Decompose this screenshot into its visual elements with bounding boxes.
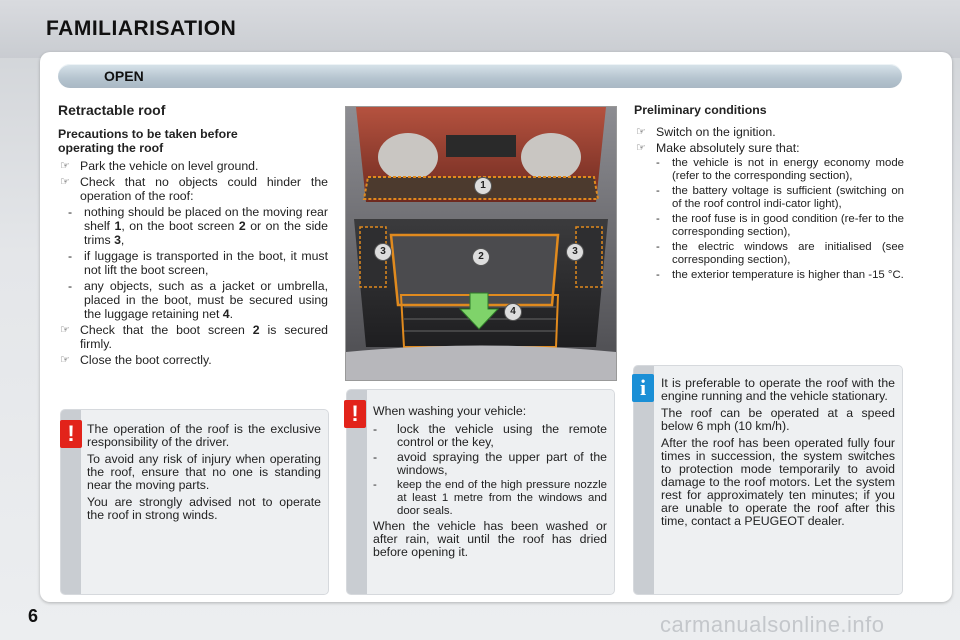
sub-item (634, 241, 904, 267)
bullet-text: Park the vehicle on level ground. (80, 159, 259, 173)
note-paragraph: It is preferable to operate the roof with the engine running and the vehicle stationary. (661, 376, 895, 403)
dash-marker: - (68, 205, 73, 219)
sub-text: nothing should be placed on the moving rear shelf (84, 205, 328, 233)
sub-text: the electric windows are initialised (see corresponding section), (672, 241, 904, 266)
dash-marker: - (656, 157, 660, 169)
page-number: 6 (28, 606, 39, 626)
dash-marker: - (656, 269, 660, 281)
bullet-item (634, 125, 904, 139)
sub-text: keep the end of the high pressure nozzle at least 1 metre from the windows and door seals. (397, 479, 607, 517)
bullet-item (58, 175, 328, 203)
sub-text: the exterior temperature is higher than -15 °C. (672, 269, 904, 281)
precautions-heading (58, 127, 328, 155)
dash-marker: - (656, 185, 660, 197)
bullet-text: Switch on the ignition. (656, 125, 776, 139)
sub-text: the roof fuse is in good condition (re-fer to the corresponding section), (672, 213, 904, 238)
dash-marker: - (656, 241, 660, 253)
pointing-hand-icon: ☞ (60, 160, 70, 172)
note-paragraph: The operation of the roof is the exclusive responsibility of the driver. (87, 422, 321, 449)
sub-item (373, 423, 607, 449)
sub-text: or on the side trims (84, 219, 328, 247)
section-bar (58, 64, 902, 88)
precautions-heading-line1: Precautions to be taken before (58, 127, 238, 141)
right-column (634, 103, 904, 284)
left-column (58, 103, 328, 369)
sub-text: any objects, such as a jacket or umbrella, placed in the boot, must be secured using the luggage retaining net (84, 279, 328, 321)
sub-text: the vehicle is not in energy economy mode (refer to the corresponding section), (672, 157, 904, 182)
info-note-text (661, 377, 895, 532)
pointing-hand-icon: ☞ (636, 142, 646, 154)
ref-number: 2 (238, 219, 246, 233)
callout-1: 1 (474, 177, 492, 195)
precautions-heading-line2: operating the roof (58, 141, 164, 155)
bullet-item (58, 323, 328, 351)
callout-3-left: 3 (374, 243, 392, 261)
ref-number: 4 (222, 307, 230, 321)
warning-exclamation-icon: ! (344, 400, 366, 428)
callout-3-right: 3 (566, 243, 584, 261)
washing-note-text (373, 405, 607, 563)
sub-text: , on the boot screen (121, 219, 239, 233)
sub-item (58, 279, 328, 321)
pointing-hand-icon: ☞ (60, 324, 70, 336)
dash-marker: - (68, 279, 73, 293)
boot-photo (345, 106, 617, 381)
sub-text: the battery voltage is sufficient (switching on of the roof control indi-cator light), (672, 185, 904, 210)
sub-text: avoid spraying the upper part of the windows, (397, 450, 607, 477)
note-paragraph: To avoid any risk of injury when operating the roof, ensure that no one is standing near the moving parts. (87, 452, 321, 492)
callout-2: 2 (472, 248, 490, 266)
bullet-text: Check that no objects could hinder the operation of the roof: (80, 175, 328, 203)
pointing-hand-icon: ☞ (60, 354, 70, 366)
ref-number: 2 (252, 323, 260, 337)
page-title: FAMILIARISATION (46, 17, 237, 40)
bullet-text: Check that the boot screen (80, 323, 245, 337)
sub-text: , (120, 233, 125, 247)
bullet-text: is secured firmly. (80, 323, 328, 351)
sub-text: if luggage is transported in the boot, it must not lift the boot screen, (84, 249, 328, 277)
sub-item (58, 205, 328, 247)
note-paragraph: You are strongly advised not to operate the roof in strong winds. (87, 495, 321, 522)
bullet-text: Close the boot correctly. (80, 353, 212, 367)
warning-note-text (87, 423, 321, 526)
note-paragraph: The roof can be operated at a speed below 6 mph (10 km/h). (661, 406, 895, 433)
sub-item (634, 157, 904, 183)
dash-marker: - (656, 213, 660, 225)
bullet-text: Make absolutely sure that: (656, 141, 800, 155)
retractable-roof-heading: Retractable roof (58, 102, 166, 118)
ref-number: 3 (114, 233, 121, 247)
dash-marker: - (373, 479, 377, 491)
sub-item (58, 249, 328, 277)
sub-item (634, 269, 904, 282)
note-paragraph: After the roof has been operated fully four times in succession, the system switches to protection mode temporarily to avoid damage to the roof motors. Let the system rest for approximately ten minutes; if you are unable to operate the roof after this time, contact a PEUGEOT dealer. (661, 436, 895, 528)
watermark: carmanualsonline.info (660, 612, 885, 637)
sub-item (634, 213, 904, 239)
bullet-item (58, 353, 328, 367)
dash-marker: - (373, 422, 378, 436)
preliminary-conditions-heading: Preliminary conditions (634, 103, 767, 117)
dash-marker: - (68, 249, 73, 263)
sub-text: . (229, 307, 234, 321)
note-outro: When the vehicle has been washed or after rain, wait until the roof has dried before opening it. (373, 519, 607, 559)
callout-4: 4 (504, 303, 522, 321)
dash-marker: - (373, 450, 378, 464)
sub-item (634, 185, 904, 211)
sub-item (373, 479, 607, 518)
bullet-item (58, 159, 328, 173)
note-intro: When washing your vehicle: (373, 404, 527, 418)
ref-number: 1 (114, 219, 122, 233)
bullet-item (634, 141, 904, 155)
section-title: OPEN (104, 68, 144, 84)
pointing-hand-icon: ☞ (60, 176, 70, 188)
sub-item (373, 451, 607, 477)
warning-exclamation-icon: ! (60, 420, 82, 448)
sub-text: lock the vehicle using the remote control or the key, (397, 422, 607, 449)
info-icon: i (632, 374, 654, 402)
pointing-hand-icon: ☞ (636, 126, 646, 138)
